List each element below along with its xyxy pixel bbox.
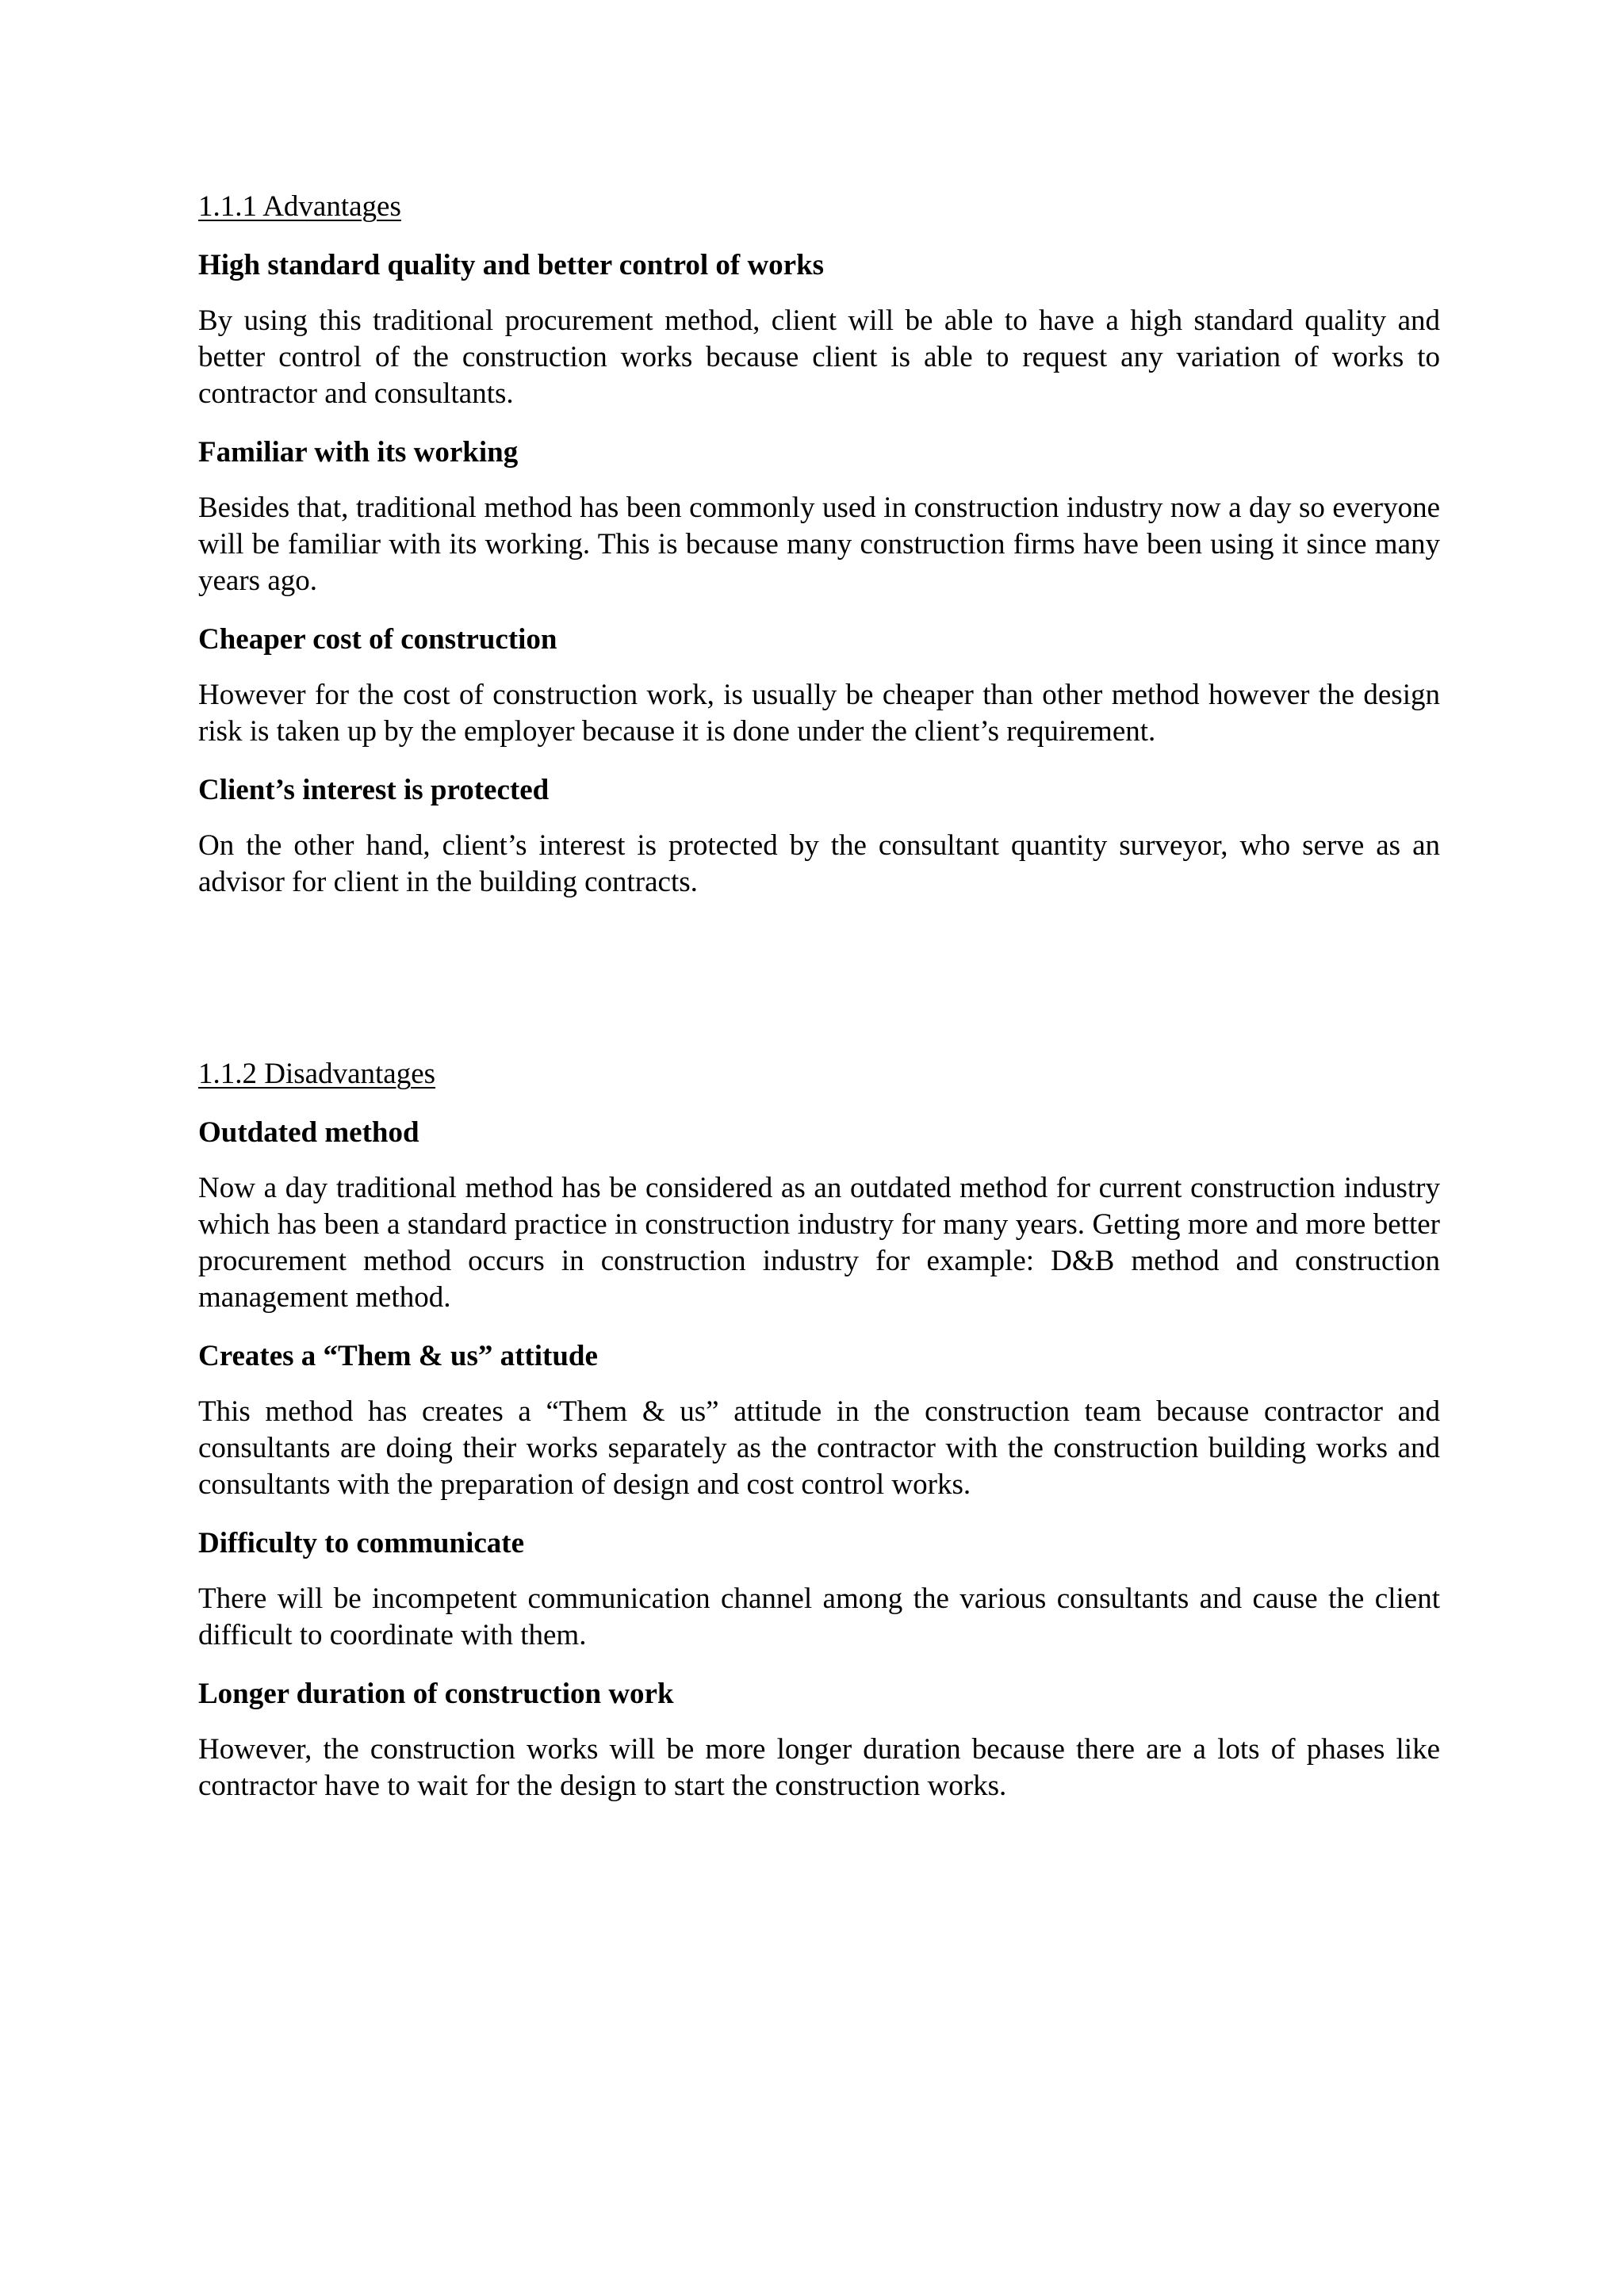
section-heading-disadvantages: 1.1.2 Disadvantages [198,1058,436,1090]
item-paragraph: However, the construction works will be more longer duration because there are a lots of phases like contractor have to wait for the design to start the construction works. [198,1733,1440,1802]
item-paragraph: Now a day traditional method has be considered as an outdated method for current construction industry which has been a standard practice in construction industry for many years. Getting more and more better procurement method occurs in construction industry for example: D&B method and construction management method. [198,1172,1440,1314]
item-title: High standard quality and better control of works [198,249,825,281]
item-paragraph: Besides that, traditional method has been commonly used in construction industry now a day so everyone will be familiar with its working. This is because many construction firms have been using it since many years ago. [198,492,1440,597]
item-title: Cheaper cost of construction [198,623,557,656]
section-spacer [198,923,1440,1056]
item-title: Difficulty to communicate [198,1527,525,1559]
item-title: Familiar with its working [198,436,519,469]
section-heading-advantages: 1.1.1 Advantages [198,190,401,223]
item-title: Longer duration of construction work [198,1678,674,1710]
item-paragraph: On the other hand, client’s interest is protected by the consultant quantity surveyor, who serve as an advisor for client in the building contracts. [198,829,1440,898]
item-paragraph: However for the cost of construction work, is usually be cheaper than other method however the design risk is taken up by the employer because it is done under the client’s requirement. [198,679,1440,748]
item-title: Outdated method [198,1116,419,1149]
item-paragraph: By using this traditional procurement method, client will be able to have a high standard quality and better control of the construction works because client is able to request any variation of works to contractor and consultants. [198,304,1440,410]
item-paragraph: This method has creates a “Them & us” attitude in the construction team because contractor and consultants are doing their works separately as the contractor with the construction building works and consultants with the preparation of design and cost control works. [198,1395,1440,1501]
item-paragraph: There will be incompetent communication channel among the various consultants and cause the client difficult to coordinate with them. [198,1582,1440,1651]
advantages-section [198,189,1440,901]
item-title: Creates a “Them & us” attitude [198,1340,598,1372]
disadvantages-section [198,1056,1440,1804]
item-title: Client’s interest is protected [198,774,550,806]
document-content [198,189,1440,1827]
